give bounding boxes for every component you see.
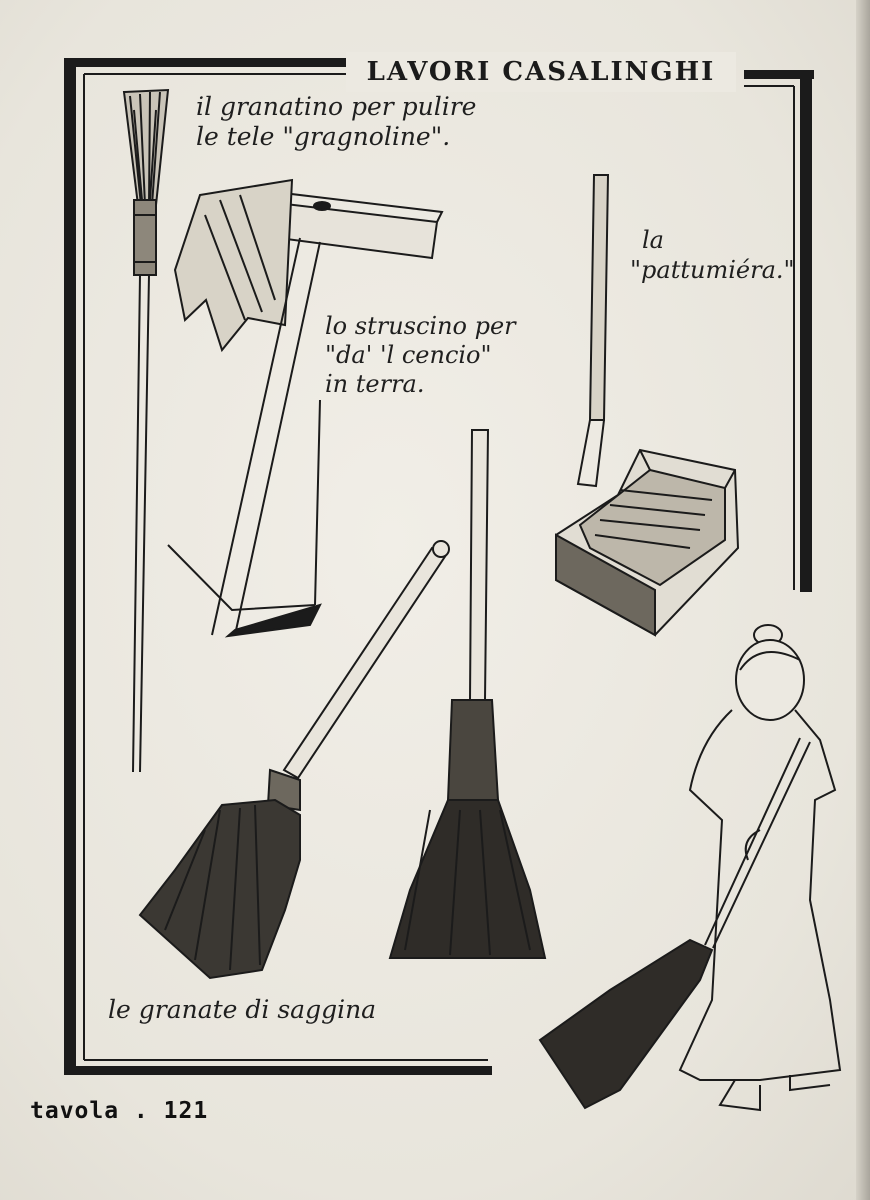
caption-struscino-line3: in terra. <box>325 370 425 398</box>
caption-struscino-line2: "da' 'l cencio" <box>325 341 492 369</box>
granata-upright-illustration <box>390 430 545 958</box>
woman-sweeping-illustration <box>540 625 840 1110</box>
caption-granatino-line2: le tele "gragnoline". <box>196 122 451 151</box>
caption-granate: le granate di saggina <box>108 995 377 1024</box>
caption-pattumiera-line2: "pattumiéra." <box>630 256 795 284</box>
caption-granatino-line1: il granatino per pulire <box>196 92 477 121</box>
book-spine-shadow <box>856 0 870 1200</box>
struscino-illustration <box>168 180 442 636</box>
caption-pattumiera-line1: la <box>642 226 664 254</box>
plate-number: tavola . 121 <box>30 1098 209 1124</box>
granatino-illustration <box>124 90 168 772</box>
caption-struscino-line1: lo struscino per <box>325 312 516 340</box>
page-title: LAVORI CASALINGHI <box>346 52 736 92</box>
caption-pattumiera <box>630 225 795 285</box>
caption-granatino <box>196 92 476 152</box>
caption-struscino <box>325 312 516 399</box>
